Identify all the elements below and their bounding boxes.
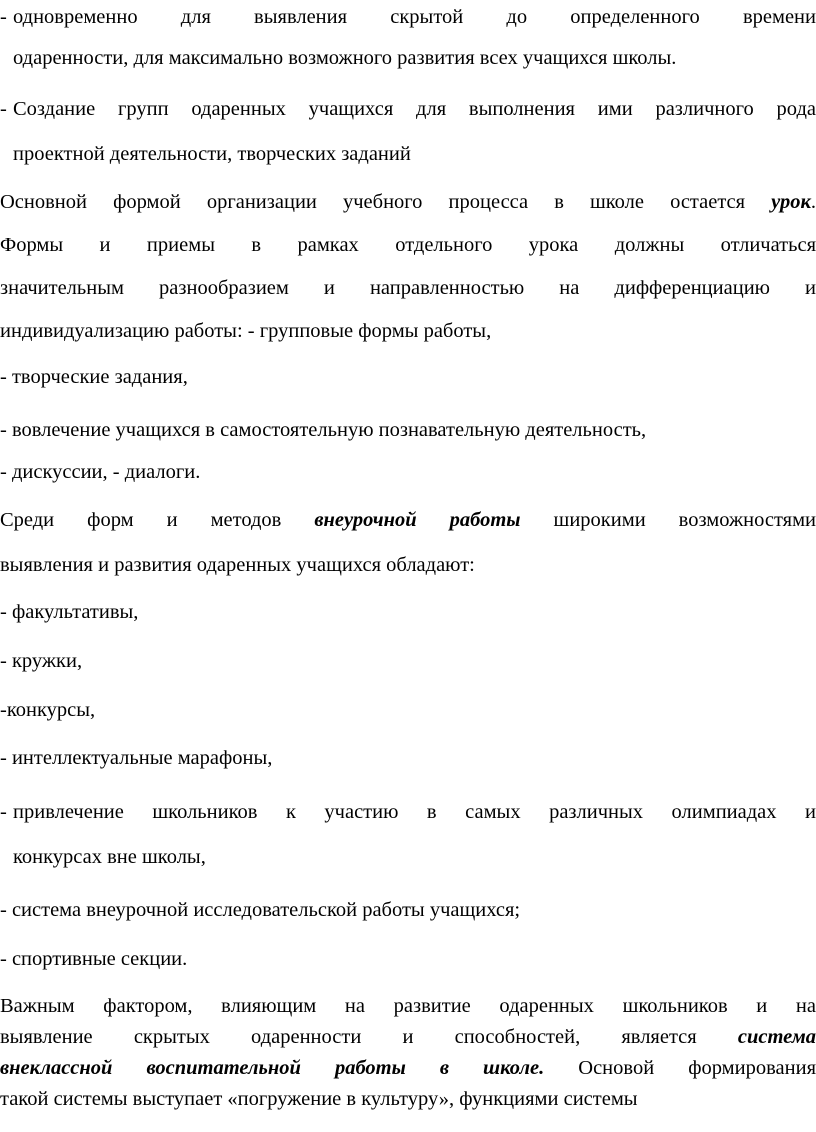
list-item: -конкурсы, xyxy=(0,699,96,721)
list-dash: - xyxy=(0,6,7,28)
list-item: - факультативы, xyxy=(0,601,139,623)
list-item xyxy=(0,5,816,29)
list-item: - вовлечение учащихся в самостоятельную познавательную деятельность, xyxy=(0,419,647,441)
list-item-continuation: проектной деятельности, творческих заданий xyxy=(13,143,411,165)
emphasis: внеурочной работы xyxy=(314,509,521,531)
emphasis: внеклассной воспитательной работы в школе. xyxy=(0,1057,545,1079)
emphasis: система xyxy=(737,1026,816,1048)
list-item: - спортивные секции. xyxy=(0,948,188,970)
list-dash: - xyxy=(0,801,7,823)
paragraph-line: Среди форм и методов внеурочной работы широкими возможностями xyxy=(0,509,816,531)
paragraph-line: Важным фактором, влияющим на развитие одаренных школьников и на xyxy=(0,995,816,1017)
list-item-text: Создание групп одаренных учащихся для выполнения ими различного рода xyxy=(13,98,816,120)
list-item-continuation: конкурсах вне школы, xyxy=(13,846,206,868)
list-item: - творческие задания, xyxy=(0,366,188,388)
paragraph-line: внеклассной воспитательной работы в школе. Основой формирования xyxy=(0,1057,816,1079)
paragraph-line: выявление скрытых одаренности и способностей, является система xyxy=(0,1026,816,1048)
paragraph-line: такой системы выступает «погружение в культуру», функциями системы xyxy=(0,1088,638,1110)
list-item: - интеллектуальные марафоны, xyxy=(0,747,273,769)
paragraph-line: Основной формой организации учебного процесса в школе остается урок. xyxy=(0,191,816,213)
emphasis: урок xyxy=(771,191,811,213)
list-item: - система внеурочной исследовательской работы учащихся; xyxy=(0,899,521,921)
list-item: - дискуссии, - диалоги. xyxy=(0,461,201,483)
paragraph-line: выявления и развития одаренных учащихся обладают: xyxy=(0,554,475,576)
list-item xyxy=(0,97,816,121)
paragraph-line: индивидуализацию работы: - групповые формы работы, xyxy=(0,320,492,342)
list-item-text: одновременно для выявления скрытой до определенного времени xyxy=(13,6,816,28)
list-item-continuation: одаренности, для максимально возможного развития всех учащихся школы. xyxy=(13,47,677,69)
paragraph-line: Формы и приемы в рамках отдельного урока должны отличаться xyxy=(0,234,816,256)
list-dash: - xyxy=(0,98,7,120)
list-item: - кружки, xyxy=(0,650,83,672)
list-item-text: привлечение школьников к участию в самых различных олимпиадах и xyxy=(13,801,816,823)
list-item xyxy=(0,800,816,824)
paragraph-line: значительным разнообразием и направленностью на дифференциацию и xyxy=(0,277,816,299)
